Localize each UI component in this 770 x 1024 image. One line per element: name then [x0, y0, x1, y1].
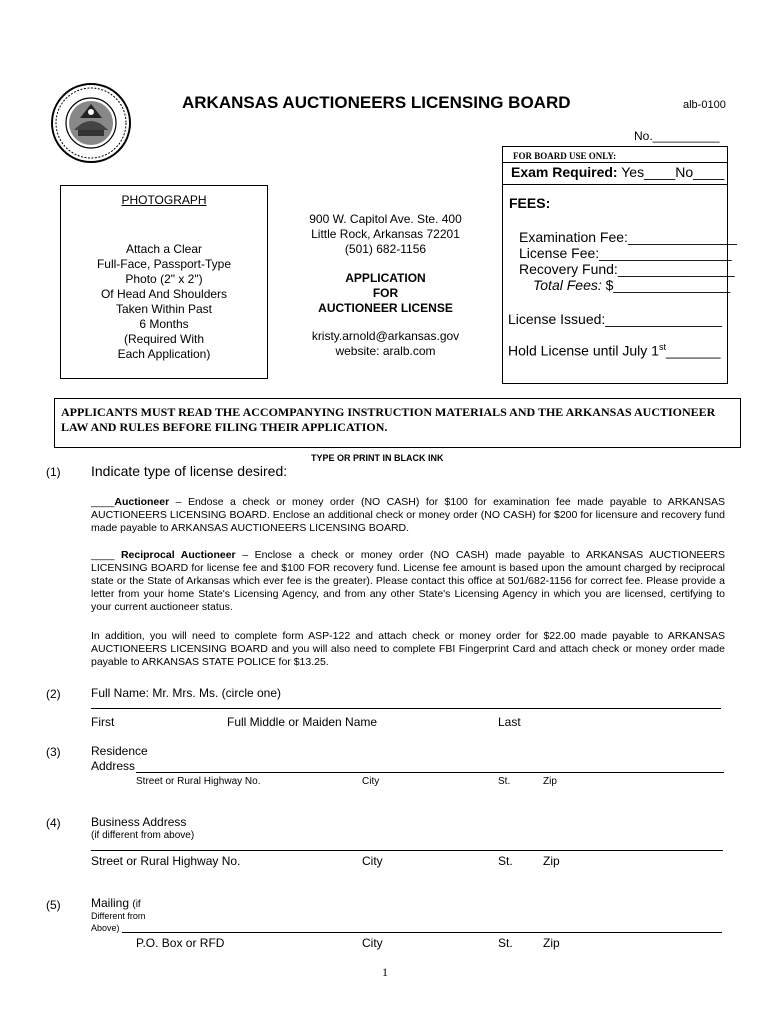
- residence-label: Residence: [91, 744, 148, 758]
- page-number: 1: [382, 965, 388, 979]
- residence-street-caption: Street or Rural Highway No.: [136, 776, 261, 787]
- q2-number: (2): [46, 687, 61, 701]
- notice-text: APPLICANTS MUST READ THE ACCOMPANYING INSTRUCTION MATERIALS AND THE ARKANSAS AUCTIONEER LAW AND RULES BEFORE FILING THEIR APPLICATION.: [61, 405, 716, 434]
- photo-line: Taken Within Past: [115, 302, 213, 316]
- office-email[interactable]: kristy.arnold@arkansas.gov: [311, 329, 460, 343]
- reciprocal-label: Reciprocal Auctioneer: [120, 549, 236, 561]
- reciprocal-option[interactable]: [91, 549, 725, 614]
- photograph-instructions: [61, 242, 267, 362]
- mailing-state-caption: St.: [498, 936, 513, 950]
- notice-box: [54, 398, 741, 448]
- residence-address-input-line[interactable]: [136, 772, 724, 773]
- q4-number: (4): [46, 816, 61, 830]
- total-fees-field[interactable]: [533, 277, 730, 293]
- business-state-caption: St.: [498, 854, 513, 868]
- app-heading-line3: AUCTIONEER LICENSE: [318, 301, 453, 315]
- fees-label: FEES:: [509, 195, 551, 211]
- photo-line: (Required With: [123, 332, 205, 346]
- q3-number: (3): [46, 745, 61, 759]
- photo-line: Attach a Clear: [125, 242, 203, 256]
- photograph-box[interactable]: [60, 185, 268, 379]
- recovery-fund-field[interactable]: Recovery Fund:_______________: [519, 261, 735, 277]
- mailing-label: [91, 896, 141, 910]
- license-issued-field[interactable]: License Issued:_______________: [508, 311, 723, 327]
- office-website[interactable]: website: aralb.com: [335, 344, 436, 358]
- middle-name-caption: Full Middle or Maiden Name: [227, 715, 378, 729]
- photo-line: 6 Months: [139, 317, 189, 331]
- mailing-address-input-line[interactable]: [122, 932, 722, 933]
- photo-line: Each Application): [117, 347, 211, 361]
- photo-line: Full-Face, Passport-Type: [96, 257, 232, 271]
- page-title: ARKANSAS AUCTIONEERS LICENSING BOARD: [182, 93, 571, 112]
- auctioneer-checkbox-blank[interactable]: ____: [91, 496, 115, 508]
- examination-fee-field[interactable]: Examination Fee:______________: [519, 229, 737, 245]
- app-heading-line2: FOR: [372, 286, 399, 300]
- mailing-above-note: Above): [91, 923, 120, 933]
- q1-number: (1): [46, 465, 61, 479]
- mailing-different-note: Different from: [91, 911, 146, 921]
- office-phone: (501) 682-1156: [344, 242, 427, 256]
- residence-city-caption: City: [362, 776, 380, 787]
- auctioneer-text: – Endose a check or money order (NO CASH) for $100 for examination fee made payable to ARKANSAS AUCTIONEERS LICENSING BOARD. Enclose an additional check or money order (NO CASH) for $200 for licensure and recovery fund made payable to ARKANSAS AUCTIONEERS LICENSING BOARD.: [91, 496, 725, 534]
- type-print-instruction: TYPE OR PRINT IN BLACK INK: [311, 453, 444, 463]
- board-use-label: FOR BOARD USE ONLY:: [513, 151, 617, 161]
- business-address-note: (if different from above): [91, 830, 195, 841]
- app-heading-line1: APPLICATION: [345, 271, 426, 285]
- application-heading: [288, 271, 483, 316]
- full-name-label: Full Name: Mr. Mrs. Ms. (circle one): [91, 686, 282, 700]
- photo-line: Photo (2" x 2"): [125, 272, 203, 286]
- hold-license-suffix: _______: [666, 342, 721, 359]
- mailing-city-caption: City: [362, 936, 383, 950]
- license-fee-field[interactable]: License Fee:_________________: [519, 245, 732, 261]
- business-city-caption: City: [362, 854, 383, 868]
- form-code: alb-0100: [683, 99, 726, 111]
- total-fees-label: Total Fees:: [533, 277, 602, 293]
- full-name-input-line[interactable]: [91, 708, 721, 709]
- office-info: [288, 212, 483, 359]
- last-name-caption: Last: [498, 715, 521, 729]
- hold-license-prefix: Hold License until July 1: [508, 342, 659, 359]
- reciprocal-checkbox-blank[interactable]: ____: [91, 549, 121, 561]
- first-name-caption: First: [91, 715, 115, 729]
- business-street-caption: Street or Rural Highway No.: [91, 854, 241, 868]
- total-fees-value: $_______________: [605, 277, 731, 293]
- exam-required-label: Exam Required:: [511, 164, 618, 180]
- hold-license-sup: st: [658, 342, 666, 352]
- office-address-line1: 900 W. Capitol Ave. Ste. 400: [309, 212, 462, 226]
- photograph-title: PHOTOGRAPH: [121, 193, 207, 207]
- exam-required-options: Yes____No____: [621, 164, 725, 180]
- exam-required-field[interactable]: [511, 164, 724, 180]
- hold-license-field[interactable]: [508, 342, 721, 359]
- auctioneer-label: Auctioneer: [114, 496, 170, 508]
- business-zip-caption: Zip: [543, 854, 560, 868]
- residence-state-caption: St.: [498, 776, 511, 787]
- contact-info: [288, 329, 483, 359]
- additional-requirements: In addition, you will need to complete form ASP-122 and attach check or money order for $22.00 made payable to ARKANSAS AUCTIONEERS LICENSING BOARD and you will also need to complete FBI Fingerprint Card and attach check or money order made payable to ARKANSAS STATE POLICE for $13.25.: [91, 630, 725, 668]
- business-address-label: Business Address: [91, 815, 187, 829]
- mailing-zip-caption: Zip: [543, 936, 560, 950]
- mailing-if-note: (if: [132, 899, 141, 910]
- reciprocal-text: – Enclose a check or money order (NO CASH) made payable to ARKANSAS AUCTIONEERS LICENSING BOARD for license fee and $100 FOR recovery fund. License fee amount is based upon the amount charged by reciprocal state or the State of Arkansas which ever fee is the greater). Please contact this office at 501/682-1156 for correct fee. Please provide a letter from your home State's Licensing Agency, and from any other State's Licensing Agency in which you are licensed, certifying to your current auctioneer status.: [91, 549, 726, 613]
- mailing-label-text: Mailing: [91, 896, 130, 910]
- residence-zip-caption: Zip: [543, 776, 557, 787]
- business-address-input-line[interactable]: [91, 850, 723, 851]
- state-seal-image: [50, 82, 132, 164]
- auctioneer-option[interactable]: [91, 496, 725, 535]
- board-use-box: [502, 146, 737, 384]
- q5-number: (5): [46, 898, 61, 912]
- address-label: Address: [91, 759, 136, 773]
- photo-line: Of Head And Shoulders: [100, 287, 228, 301]
- office-address-line2: Little Rock, Arkansas 72201: [311, 227, 460, 241]
- application-number-field[interactable]: No.__________: [634, 129, 720, 143]
- q1-title: Indicate type of license desired:: [91, 463, 288, 479]
- mailing-pobox-caption: P.O. Box or RFD: [136, 936, 225, 950]
